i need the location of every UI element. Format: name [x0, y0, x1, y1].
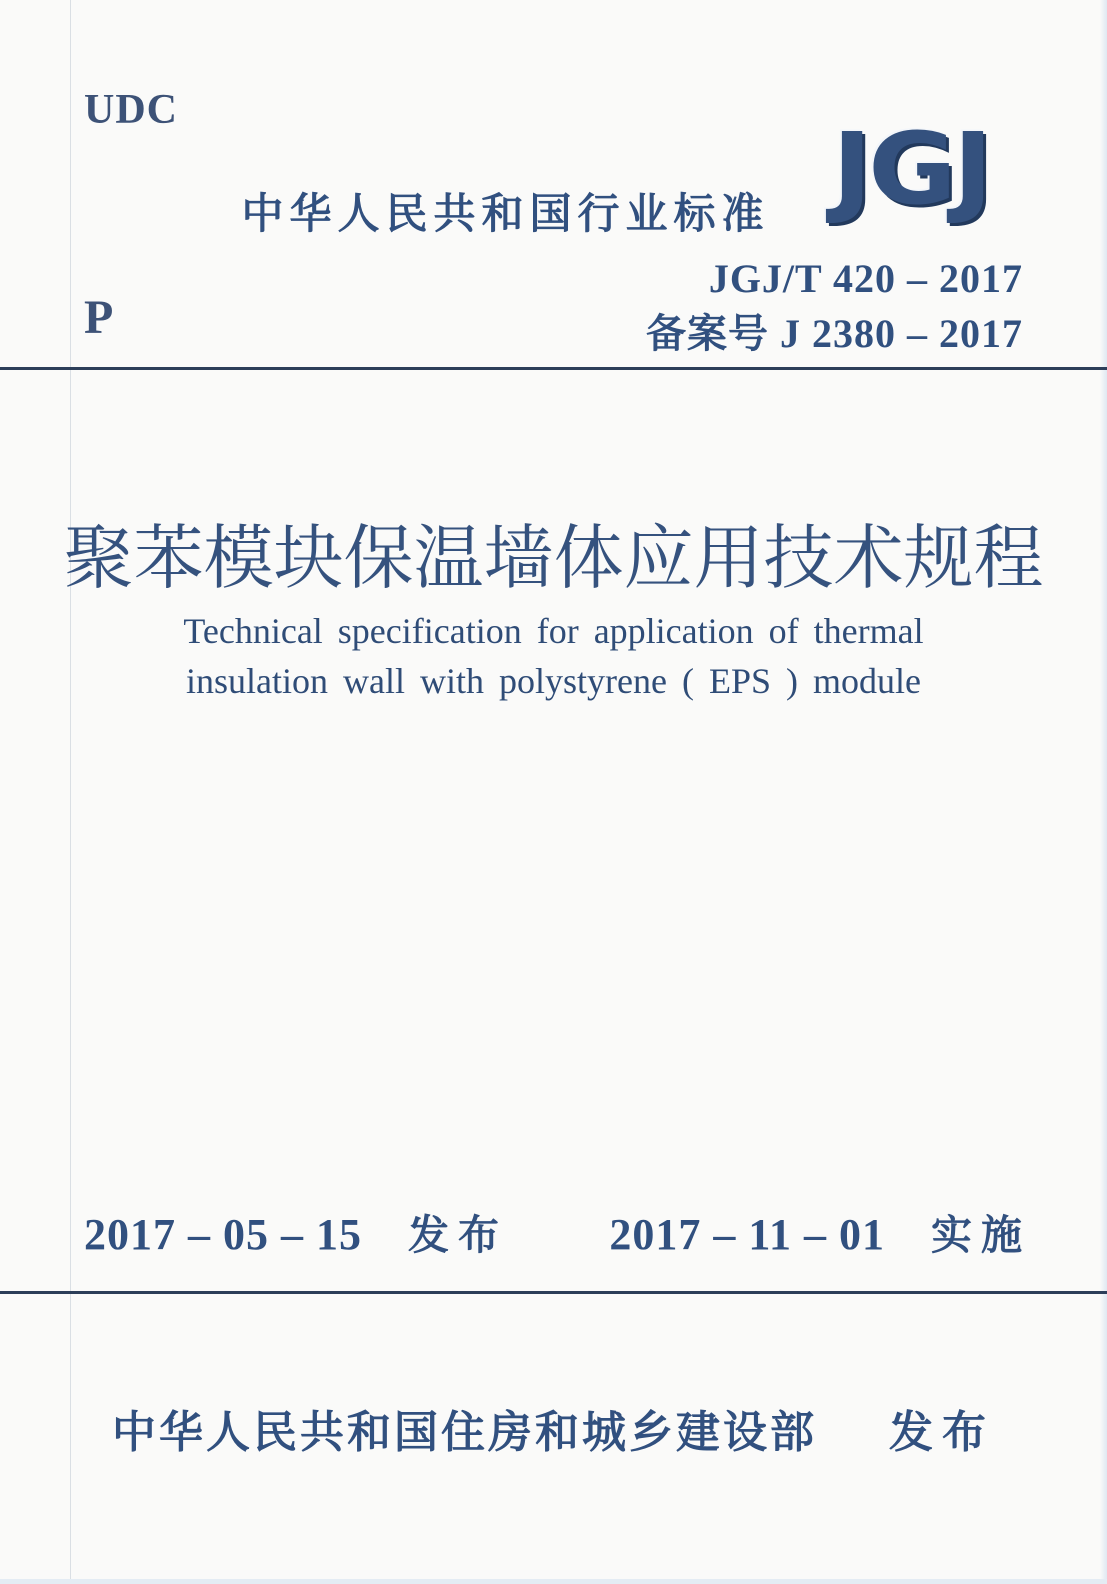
implement-label: 实施: [931, 1212, 1031, 1258]
standard-number: JGJ/T 420 – 2017: [708, 256, 1023, 301]
issue-date-group: [84, 1202, 508, 1261]
publisher-name: 中华人民共和国住房和城乡建设部: [112, 1408, 817, 1457]
page-edge-tint-right: [1100, 0, 1107, 1584]
title-english-line2: insulation wall with polystyrene ( EPS ) module: [186, 661, 921, 701]
implement-date: 2017 – 11 – 01: [609, 1210, 885, 1259]
title-english-line1: Technical specification for application of thermal: [183, 611, 924, 651]
page-edge-tint-bottom: [0, 1579, 1107, 1584]
title-chinese: 聚苯模块保温墙体应用技术规程: [63, 517, 1044, 599]
issue-date: 2017 – 05 – 15: [84, 1210, 362, 1259]
issue-label: 发布: [408, 1212, 508, 1258]
record-number: 备案号 J 2380 – 2017: [646, 311, 1023, 356]
standard-type-heading: 中华人民共和国行业标准: [241, 190, 770, 237]
publisher-action: 发布: [889, 1408, 995, 1457]
udc-label: UDC: [84, 87, 178, 133]
jgj-logo: JGJ: [832, 112, 990, 228]
publisher-row: [0, 1396, 1107, 1460]
divider-top: [0, 367, 1107, 370]
divider-bottom: [0, 1291, 1107, 1294]
dates-row: [0, 1202, 1107, 1258]
classification-code: P: [84, 291, 114, 344]
implement-date-group: [609, 1202, 1031, 1261]
